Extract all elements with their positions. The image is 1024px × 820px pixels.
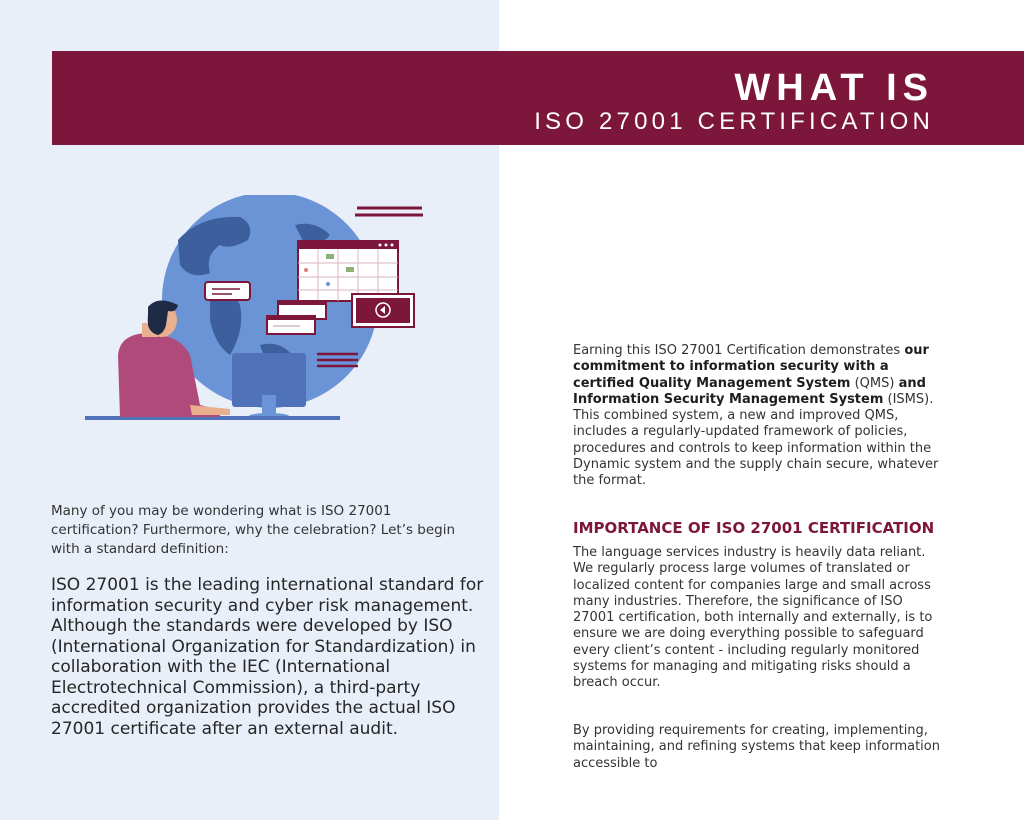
definition-paragraph: ISO 27001 is the leading international standard for information security and cyber risk management. Although the standards were developed by ISO (International Organization for Standardization) in collaboration with the IEC (International Electrotechnical Commission), a third-party accredited organization provides the actual ISO 27001 certificate after an external audit. bbox=[51, 575, 484, 739]
video-player-icon bbox=[352, 294, 414, 327]
requirements-paragraph bbox=[573, 723, 943, 772]
header-banner bbox=[52, 51, 1024, 145]
importance-text: The language services industry is heavily data reliant. We regularly process large volumes of translated or localized content for companies large and small across many industries. Therefore, the significance of ISO 27001 certification, both internally and externally, is to ensure we are doing everything possible to safeguard every client’s content - including regularly monitored systems for managing and mitigating risks should a breach occur. bbox=[573, 545, 933, 691]
p1-start: Earning this ISO 27001 Certification demonstrates bbox=[573, 343, 901, 358]
p1-bold-isms: and Information Security Management System bbox=[573, 375, 926, 407]
p1-end: (ISMS). This combined system, a new and improved QMS, includes a regularly-updated framework of policies, procedures and controls to keep information within the Dynamic system and the supply chain secure, whatever the format. bbox=[573, 391, 939, 489]
certification-paragraph bbox=[573, 343, 943, 490]
intro-paragraph: Many of you may be wondering what is ISO 27001 certification? Furthermore, why the celebration? Let’s begin with a standard definition: bbox=[51, 503, 456, 557]
page-title: WHAT IS bbox=[734, 67, 934, 109]
section-heading: IMPORTANCE OF ISO 27001 CERTIFICATION bbox=[573, 519, 935, 537]
p1-mid: (QMS) bbox=[850, 375, 899, 391]
page-subtitle: ISO 27001 CERTIFICATION bbox=[534, 108, 934, 135]
requirements-text: By providing requirements for creating, implementing, maintaining, and refining systems that keep information accessible to bbox=[573, 723, 940, 771]
p1-bold-commitment: our commitment to information security with a certified Quality Management System bbox=[573, 343, 929, 391]
chat-bubble-icon bbox=[205, 282, 250, 300]
decorative-lines-icon bbox=[355, 208, 423, 215]
illustration bbox=[80, 195, 440, 425]
calendar-window-icon bbox=[298, 241, 398, 301]
monitor-icon bbox=[232, 353, 306, 419]
definition-text bbox=[51, 575, 496, 739]
intro-text bbox=[51, 502, 471, 559]
importance-paragraph bbox=[573, 545, 943, 692]
